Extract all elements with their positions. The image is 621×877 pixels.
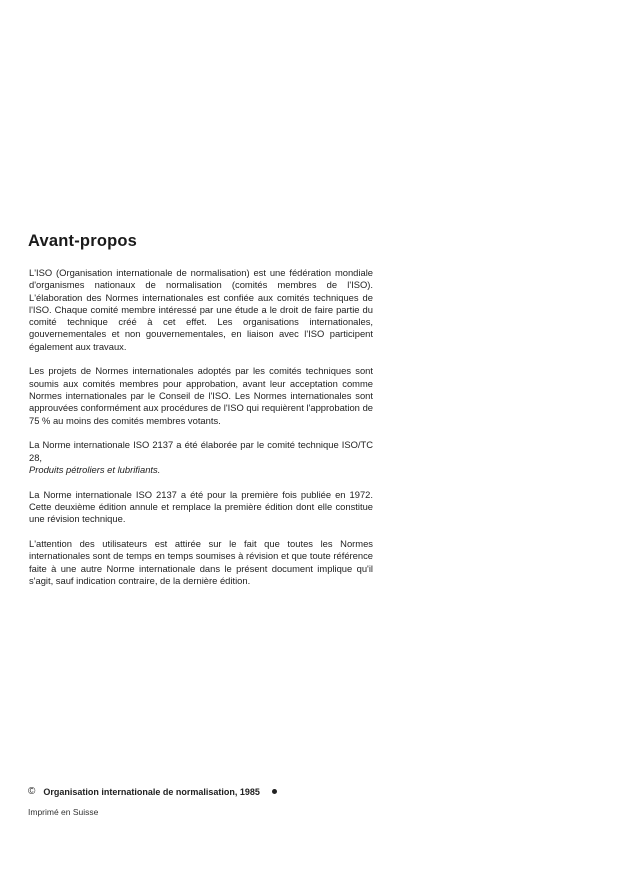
- paragraph-iso-intro: L'ISO (Organisation internationale de normalisation) est une fédération mondiale d'organismes nationaux de normalisation (comités membres de l'ISO). L'élaboration des Normes internationales est confiée aux comités techniques de l'ISO. Chaque comité membre intéressé par une étude a le droit de faire partie du comité technique créé à cet effet. Les organisations internationales, gouvernementales et non gouvernementales, en liaison avec l'ISO participent également aux travaux.: [29, 267, 373, 352]
- printed-in: Imprimé en Suisse: [28, 807, 99, 817]
- bullet-dot-icon: [272, 789, 277, 794]
- copyright-line: [28, 786, 277, 797]
- paragraph-approval: Les projets de Normes internationales adoptés par les comités techniques sont soumis aux comités membres pour approbation, avant leur acceptation comme Normes internationales par le Conseil de l'ISO. Les Normes internationales sont approuvées conformément aux procédures de l'ISO qui requièrent l'approbation de 75 % au moins des comités membres votants.: [29, 365, 373, 426]
- foreword-body: [29, 267, 373, 599]
- copyright-symbol: ©: [28, 786, 36, 797]
- paragraph-edition: La Norme internationale ISO 2137 a été pour la première fois publiée en 1972. Cette deuxième édition annule et remplace la première édition dont elle constitue une révision technique.: [29, 488, 373, 525]
- paragraph-committee: [29, 439, 373, 476]
- committee-subject: Produits pétroliers et lubrifiants.: [29, 463, 161, 475]
- committee-text: La Norme internationale ISO 2137 a été élaborée par le comité technique ISO/TC 28,: [29, 439, 373, 463]
- section-heading: Avant-propos: [28, 232, 138, 250]
- copyright-text: Organisation internationale de normalisation, 1985: [43, 786, 260, 797]
- paragraph-revision-notice: L'attention des utilisateurs est attirée sur le fait que toutes les Normes internationales sont de temps en temps soumises à révision et que toute référence faite à une autre Norme internationale dans le présent document implique qu'il s'agit, sauf indication contraire, de la dernière édition.: [29, 537, 373, 586]
